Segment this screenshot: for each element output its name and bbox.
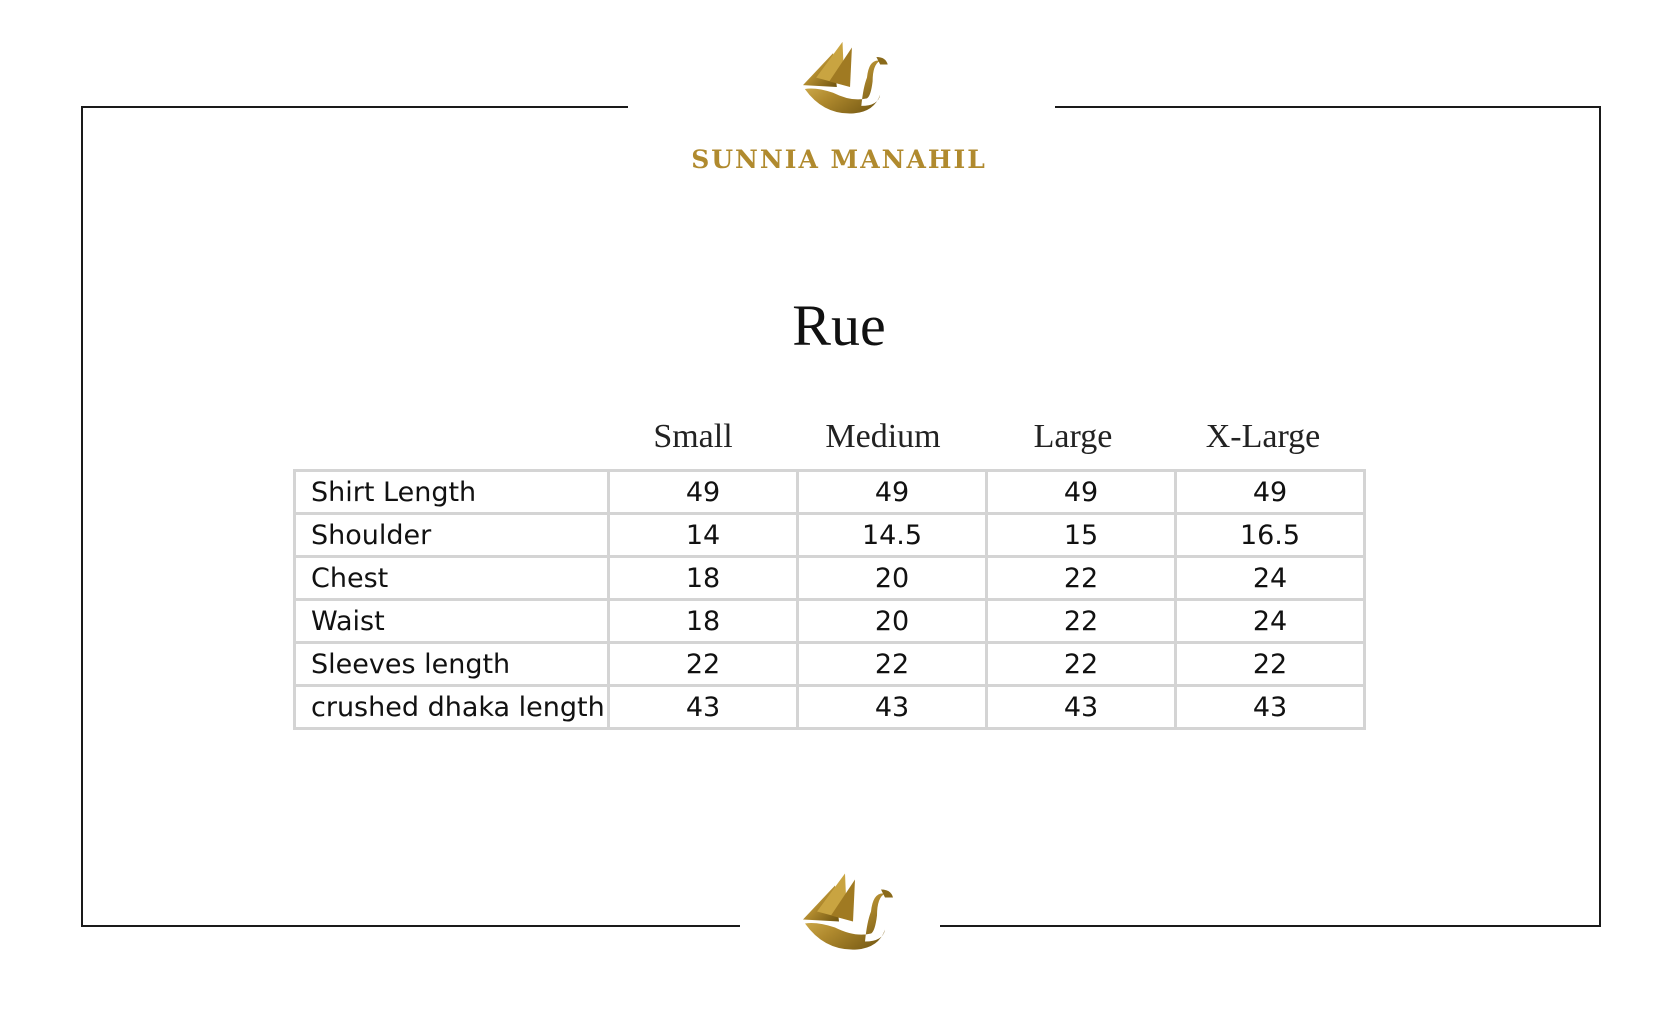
frame-bottom-left-line — [82, 925, 740, 927]
row-label: Chest — [295, 557, 609, 600]
table-cell: 49 — [798, 471, 987, 514]
table-row — [295, 686, 1365, 729]
table-cell: 43 — [1176, 686, 1365, 729]
frame-bottom-right-line — [940, 925, 1601, 927]
row-label: Shoulder — [295, 514, 609, 557]
column-header-medium: Medium — [825, 418, 941, 455]
column-header-x-large: X-Large — [1205, 418, 1321, 455]
table-cell: 22 — [798, 643, 987, 686]
table-cell: 49 — [609, 471, 798, 514]
row-label: Sleeves length — [295, 643, 609, 686]
brand-name: SUNNIA MANAHIL — [691, 145, 987, 174]
table-cell: 43 — [798, 686, 987, 729]
column-header-large: Large — [1033, 418, 1113, 455]
table-cell: 14.5 — [798, 514, 987, 557]
size-chart-table — [293, 469, 1366, 730]
table-cell: 15 — [987, 514, 1176, 557]
product-title: Rue — [792, 293, 886, 358]
frame-left-line — [81, 106, 83, 927]
table-cell: 20 — [798, 600, 987, 643]
table-cell: 14 — [609, 514, 798, 557]
table-row — [295, 600, 1365, 643]
table-cell: 22 — [1176, 643, 1365, 686]
table-row — [295, 643, 1365, 686]
table-cell: 22 — [609, 643, 798, 686]
table-cell: 24 — [1176, 557, 1365, 600]
table-row — [295, 514, 1365, 557]
table-cell: 22 — [987, 600, 1176, 643]
table-cell: 18 — [609, 600, 798, 643]
frame-top-left-line — [82, 106, 628, 108]
table-cell: 20 — [798, 557, 987, 600]
row-label: Shirt Length — [295, 471, 609, 514]
table-cell: 16.5 — [1176, 514, 1365, 557]
table-cell: 22 — [987, 557, 1176, 600]
table-cell: 49 — [987, 471, 1176, 514]
row-label: crushed dhaka length — [295, 686, 609, 729]
table-cell: 24 — [1176, 600, 1365, 643]
row-label: Waist — [295, 600, 609, 643]
frame-top-right-line — [1055, 106, 1601, 108]
column-header-small: Small — [653, 418, 733, 455]
table-row — [295, 557, 1365, 600]
table-cell: 43 — [609, 686, 798, 729]
table-cell: 22 — [987, 643, 1176, 686]
swan-logo-bottom-icon — [795, 868, 895, 960]
table-cell: 43 — [987, 686, 1176, 729]
frame-right-line — [1599, 106, 1601, 927]
table-cell: 18 — [609, 557, 798, 600]
table-row — [295, 471, 1365, 514]
table-cell: 49 — [1176, 471, 1365, 514]
swan-logo-icon — [795, 40, 890, 120]
